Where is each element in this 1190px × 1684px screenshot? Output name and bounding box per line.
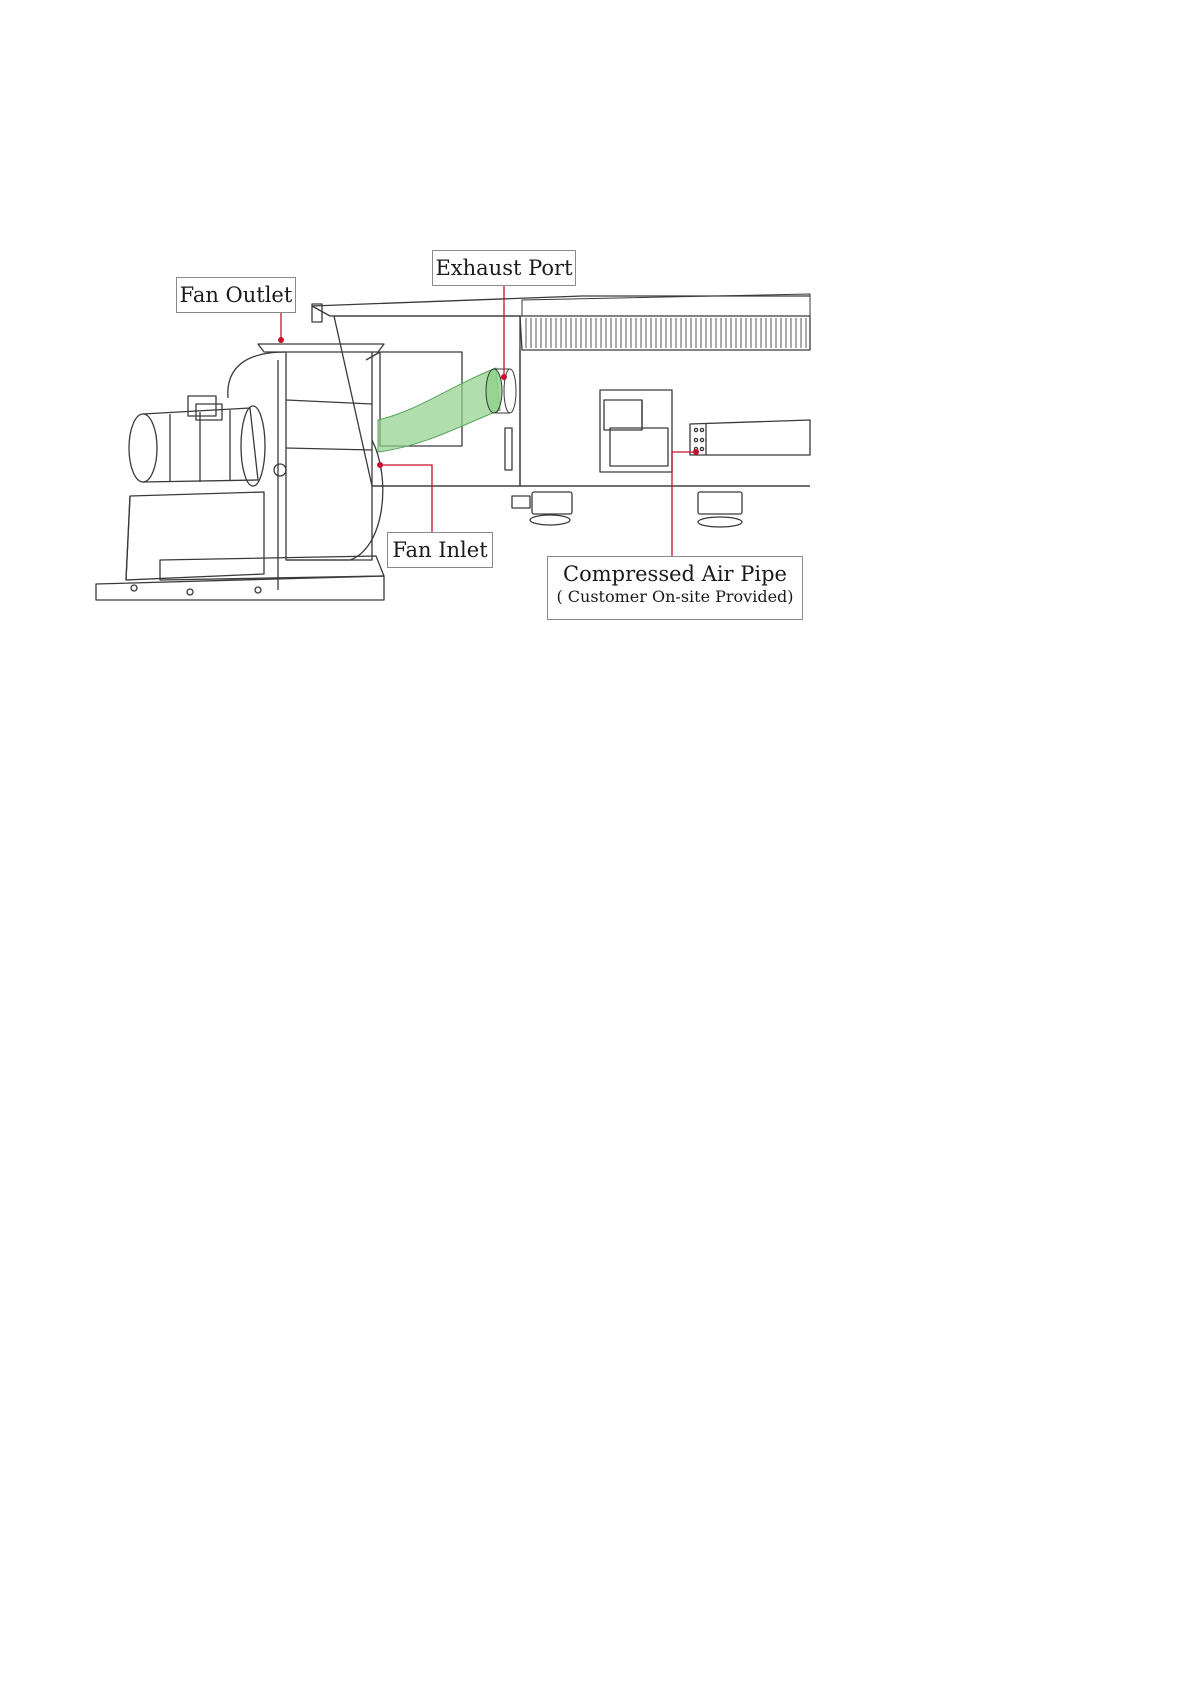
- fan-motor: [129, 396, 265, 486]
- exhaust-port-label: Exhaust Port: [432, 250, 576, 286]
- access-box: [600, 390, 672, 472]
- vent-slot: [505, 428, 512, 470]
- cooling-fins: [522, 294, 810, 348]
- air-pipe-block: [690, 420, 810, 455]
- compressed-air-pipe-note: ( Customer On-site Provided): [556, 587, 794, 607]
- compressed-air-pipe-label: [547, 556, 803, 620]
- machine-feet: [512, 492, 742, 527]
- fan-outlet-label: Fan Outlet: [176, 277, 296, 313]
- compressed-air-pipe-title: Compressed Air Pipe: [563, 562, 787, 586]
- fan-base: [96, 492, 384, 600]
- fan-inlet-label: Fan Inlet: [387, 532, 493, 568]
- flexible-duct: [378, 368, 516, 452]
- fan-housing: [228, 344, 384, 590]
- leader-lines: [281, 286, 696, 556]
